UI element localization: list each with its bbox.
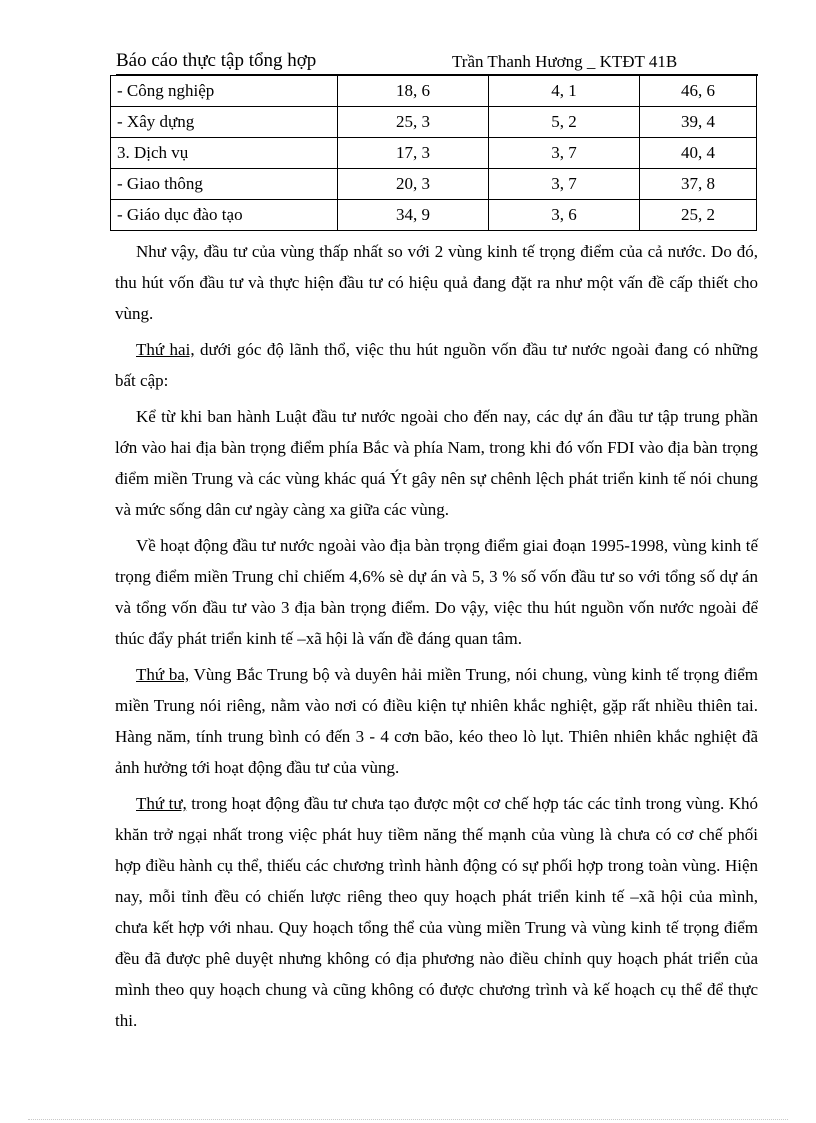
table-cell: 25, 2 (640, 200, 757, 231)
paragraph-body: trong hoạt động đầu tư chưa tạo được một cơ chế hợp tác các tỉnh trong vùng. Khó khăn trở ngại nhất trong việc phát huy tiềm năng thế mạnh của vùng là chưa có cơ chế phối hợp điều hành cụ thể, thiếu các chương trình hành động có sự phối hợp trong toàn vùng. Hiện nay, mỗi tỉnh đều có chiến lược riêng theo quy hoạch phát triển kinh tế –xã hội của mình, chưa kết hợp với nhau. Quy hoạch tổng thể của vùng miền Trung và vùng kinh tế trọng điểm đều đã được phê duyệt nhưng không có địa phương nào điều chỉnh quy hoạch phát triển của mình theo quy hoạch chung và cũng không có được chương trình và kế hoạch cụ thể để thực thi. (115, 794, 758, 1030)
table-row (111, 138, 757, 169)
paragraph-body: dưới góc độ lãnh thổ, việc thu hút nguồn vốn đầu tư nước ngoài đang có những bất cập: (115, 340, 759, 390)
paragraph-body: Vùng Bắc Trung bộ và duyên hải miền Trung, nói chung, vùng kinh tế trọng điểm miền Trung nói riêng, nằm vào nơi có điều kiện tự nhiên khắc nghiệt, gặp rất nhiều thiên tai. Hàng năm, tính trung bình có đến 3 - 4 cơn bão, kéo theo lò lụt. Thiên nhiên khắc nghiệt đã ảnh hưởng tới hoạt động đầu tư của vùng. (115, 665, 758, 777)
paragraph (115, 334, 758, 396)
section-lead: Thứ ba, (136, 665, 190, 684)
table-cell: 3, 7 (489, 169, 640, 200)
table-cell: - Giáo dục đào tạo (111, 200, 338, 231)
page-header (116, 50, 758, 76)
table-cell: 46, 6 (640, 76, 757, 107)
table-cell: 37, 8 (640, 169, 757, 200)
paragraph: Kể từ khi ban hành Luật đầu tư nước ngoài cho đến nay, các dự án đầu tư tập trung phần lớn vào hai địa bàn trọng điểm phía Bắc và phía Nam, trong khi đó vốn FDI vào địa bàn trọng điểm miền Trung và các vùng khác quá Ýt gây nên sự chênh lệch phát triển kinh tế nói chung và mức sống dân cư ngày càng xa giữa các vùng. (115, 407, 758, 519)
table-row (111, 107, 757, 138)
table-cell: 3. Dịch vụ (111, 138, 338, 169)
section-lead: Thứ tư, (136, 794, 187, 813)
table-cell: 40, 4 (640, 138, 757, 169)
page-bottom-divider (28, 1119, 788, 1120)
body-text (115, 236, 758, 1041)
author-info: Trần Thanh Hương _ KTĐT 41B (452, 52, 678, 71)
table-cell: - Công nghiệp (111, 76, 338, 107)
table-cell: - Xây dựng (111, 107, 338, 138)
investment-table (110, 75, 757, 231)
paragraph: Về hoạt động đầu tư nước ngoài vào địa bàn trọng điểm giai đoạn 1995-1998, vùng kinh tế trọng điểm miền Trung chỉ chiếm 4,6% sè dự án và 5, 3 % số vốn đầu tư so với tổng số dự án và tổng vốn đầu tư vào 3 địa bàn trọng điểm. Do vậy, việc thu hút nguồn vốn nước ngoài để thúc đẩy phát triển kinh tế –xã hội là vấn đề đáng quan tâm. (115, 536, 758, 648)
table-cell: 25, 3 (338, 107, 489, 138)
table-cell: 34, 9 (338, 200, 489, 231)
table-cell: 5, 2 (489, 107, 640, 138)
table-row (111, 169, 757, 200)
table-cell: 4, 1 (489, 76, 640, 107)
table-cell: 18, 6 (338, 76, 489, 107)
table-cell: 17, 3 (338, 138, 489, 169)
table-row (111, 200, 757, 231)
table-cell: 3, 6 (489, 200, 640, 231)
report-title: Báo cáo thực tập tổng hợp (116, 50, 317, 71)
paragraph: Như vậy, đầu tư của vùng thấp nhất so với 2 vùng kinh tế trọng điểm của cả nước. Do đó, thu hút vốn đầu tư và thực hiện đầu tư có hiệu quả đang đặt ra như một vấn đề cấp thiết cho vùng. (115, 242, 758, 323)
table-row (111, 76, 757, 107)
table-cell: 20, 3 (338, 169, 489, 200)
section-lead: Thứ hai, (136, 340, 195, 359)
table-cell: - Giao thông (111, 169, 338, 200)
paragraph (115, 659, 758, 783)
paragraph (115, 788, 758, 1036)
table-cell: 3, 7 (489, 138, 640, 169)
table-cell: 39, 4 (640, 107, 757, 138)
